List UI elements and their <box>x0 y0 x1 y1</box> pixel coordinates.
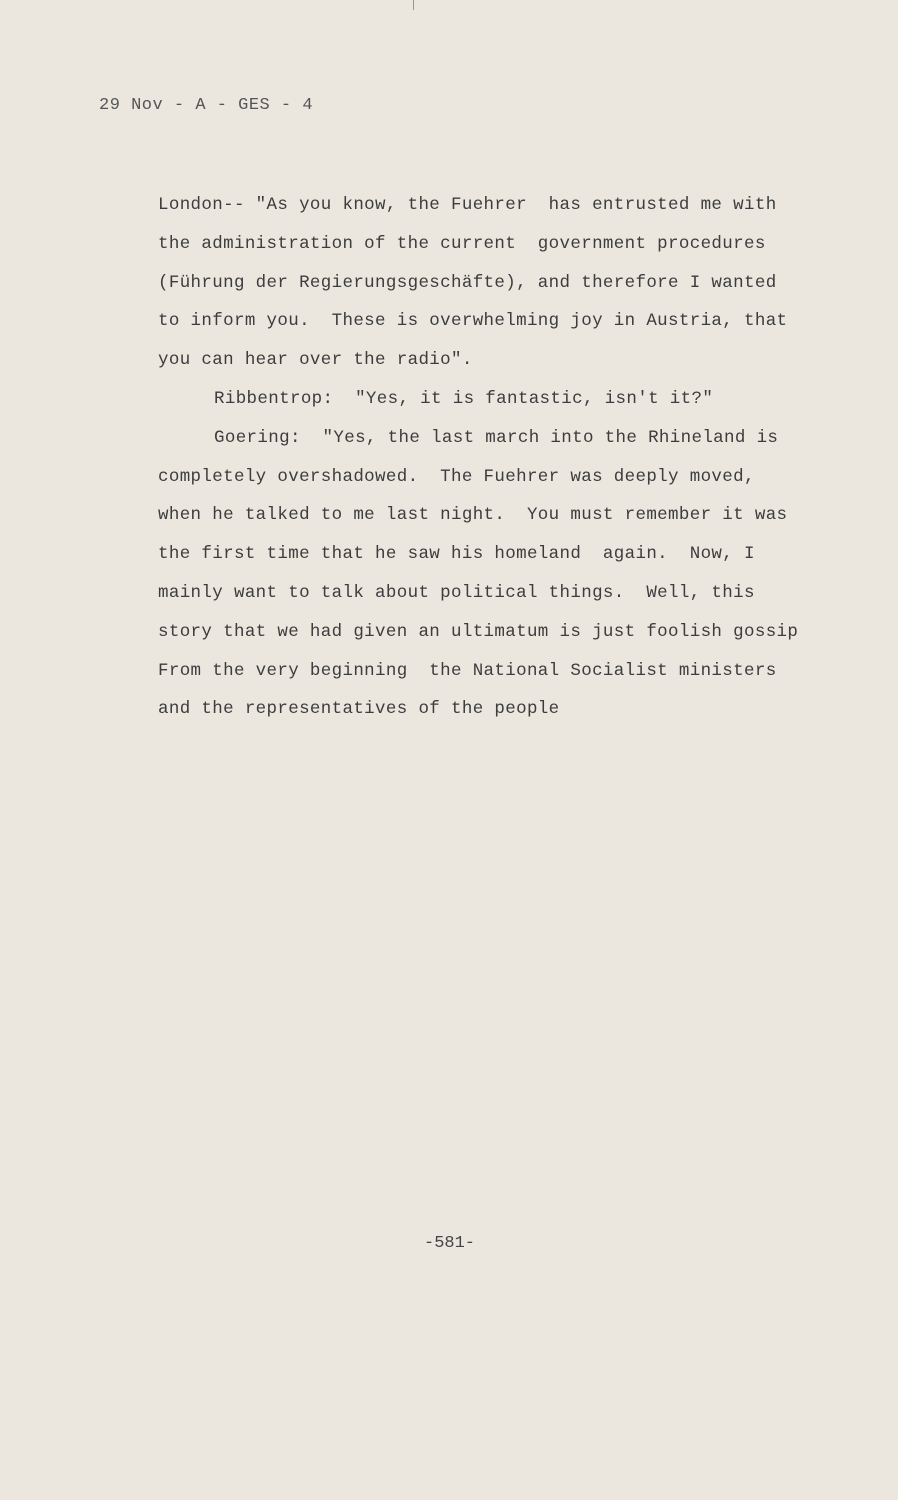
text-line: London-- "As you know, the Fuehrer has entrusted me with <box>158 195 777 215</box>
page-number: -581- <box>424 1234 476 1253</box>
document-body <box>158 190 858 733</box>
page-header: 29 Nov - A - GES - 4 <box>99 96 314 115</box>
text-line: story that we had given an ultimatum is just foolish gossip <box>158 621 799 642</box>
text-line: the first time that he saw his homeland again. Now, I <box>158 544 755 565</box>
text-line: to inform you. These is overwhelming joy in Austria, that <box>158 311 788 332</box>
text-line: the administration of the current government procedures <box>158 233 766 254</box>
text-line: Ribbentrop: "Yes, it is fantastic, isn't it?" <box>214 388 714 409</box>
text-line: mainly want to talk about political things. Well, this <box>158 582 755 603</box>
text-line: you can hear over the radio". <box>158 350 473 371</box>
text-line: and the representatives of the people <box>158 699 560 720</box>
text-line: (Führung der Regierungsgeschäfte), and therefore I wanted <box>158 272 777 293</box>
binding-mark <box>413 0 414 10</box>
text-line: Goering: "Yes, the last march into the Rhineland is <box>214 427 779 448</box>
text-line: when he talked to me last night. You must remember it was <box>158 505 788 526</box>
text-line: completely overshadowed. The Fuehrer was deeply moved, <box>158 466 755 487</box>
text-line: From the very beginning the National Socialist ministers <box>158 660 777 681</box>
